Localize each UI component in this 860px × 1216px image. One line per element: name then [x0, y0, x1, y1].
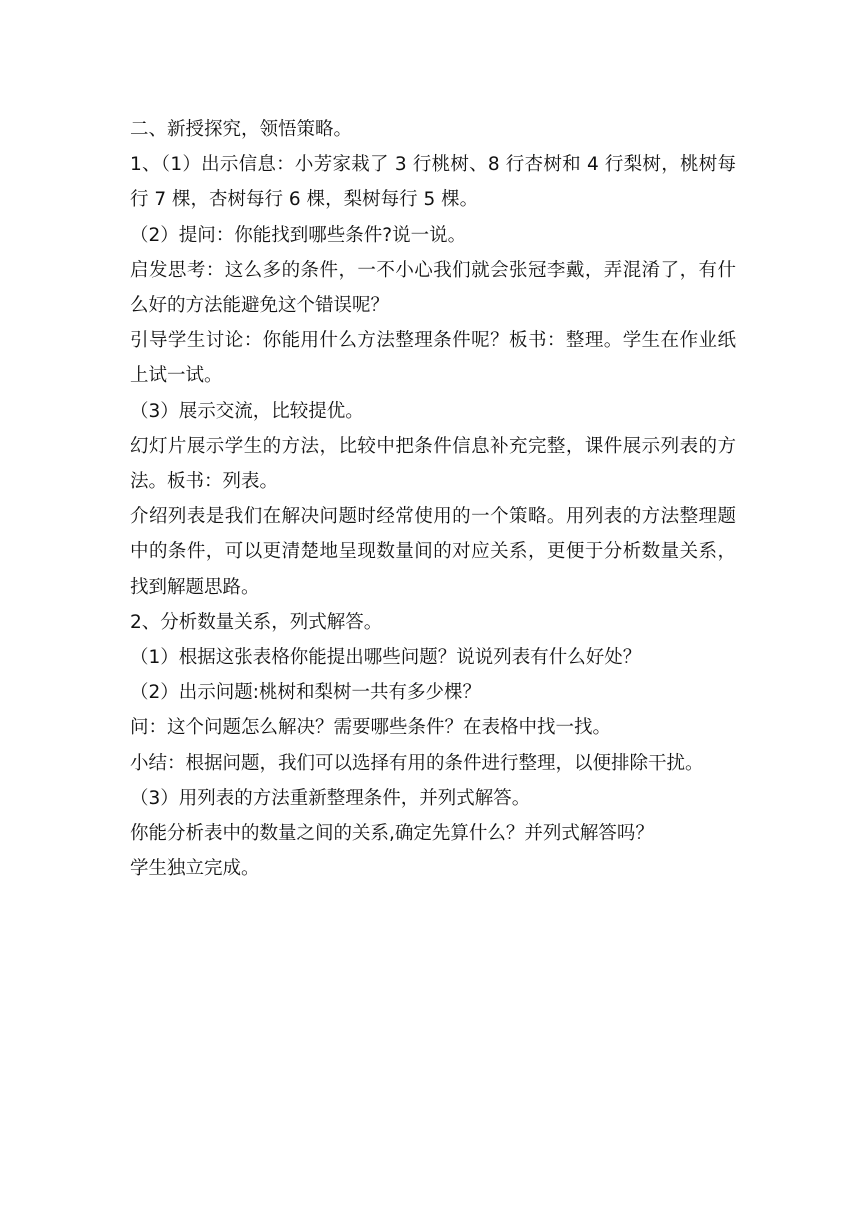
paragraph-analyze: 你能分析表中的数量之间的关系,确定先算什么？并列式解答吗？: [130, 823, 654, 845]
paragraph-introduce-table: 介绍列表是我们在解决问题时经常使用的一个策略。用列表的方法整理题中的条件，可以更清楚地呈现数量间的对应关系，更便于分析数量关系，找到解题思路。: [130, 506, 736, 598]
subsection-heading: 2、分析数量关系，列式解答。: [130, 611, 383, 633]
paragraph-exchange: （3）展示交流，比较提优。: [130, 400, 364, 422]
paragraph-slides: 幻灯片展示学生的方法，比较中把条件信息补充完整，课件展示列表的方法。板书：列表。: [130, 435, 736, 493]
paragraph-show-problem: （2）出示问题:桃树和梨树一共有多少棵？: [130, 682, 482, 704]
paragraph-how-to-solve: 问：这个问题怎么解决？需要哪些条件？在表格中找一找。: [130, 717, 612, 739]
paragraph-summary: 小结：根据问题，我们可以选择有用的条件进行整理，以便排除干扰。: [130, 752, 704, 774]
paragraph-reorganize: （3）用列表的方法重新整理条件，并列式解答。: [130, 787, 531, 809]
paragraph-inspire-thinking: 启发思考：这么多的条件，一不小心我们就会张冠李戴，弄混淆了，有什么好的方法能避免这个错误呢？: [130, 259, 736, 317]
paragraph-independent: 学生独立完成。: [130, 858, 260, 880]
section-heading: 二、新授探究，领悟策略。: [130, 119, 353, 140]
paragraph-question: （2）提问：你能找到哪些条件?说一说。: [130, 224, 467, 246]
paragraph-show-info: 1、（1）出示信息：小芳家栽了 3 行桃树、8 行杏树和 4 行梨树，桃树每行 7 棵，杏树每行 6 棵，梨树每行 5 棵。: [130, 154, 736, 211]
paragraph-guide-discussion: 引导学生讨论：你能用什么方法整理条件呢？板书：整理。学生在作业纸上试一试。: [130, 330, 736, 387]
document-body: [130, 112, 736, 886]
paragraph-ask-questions: （1）根据这张表格你能提出哪些问题？说说列表有什么好处？: [130, 647, 642, 669]
